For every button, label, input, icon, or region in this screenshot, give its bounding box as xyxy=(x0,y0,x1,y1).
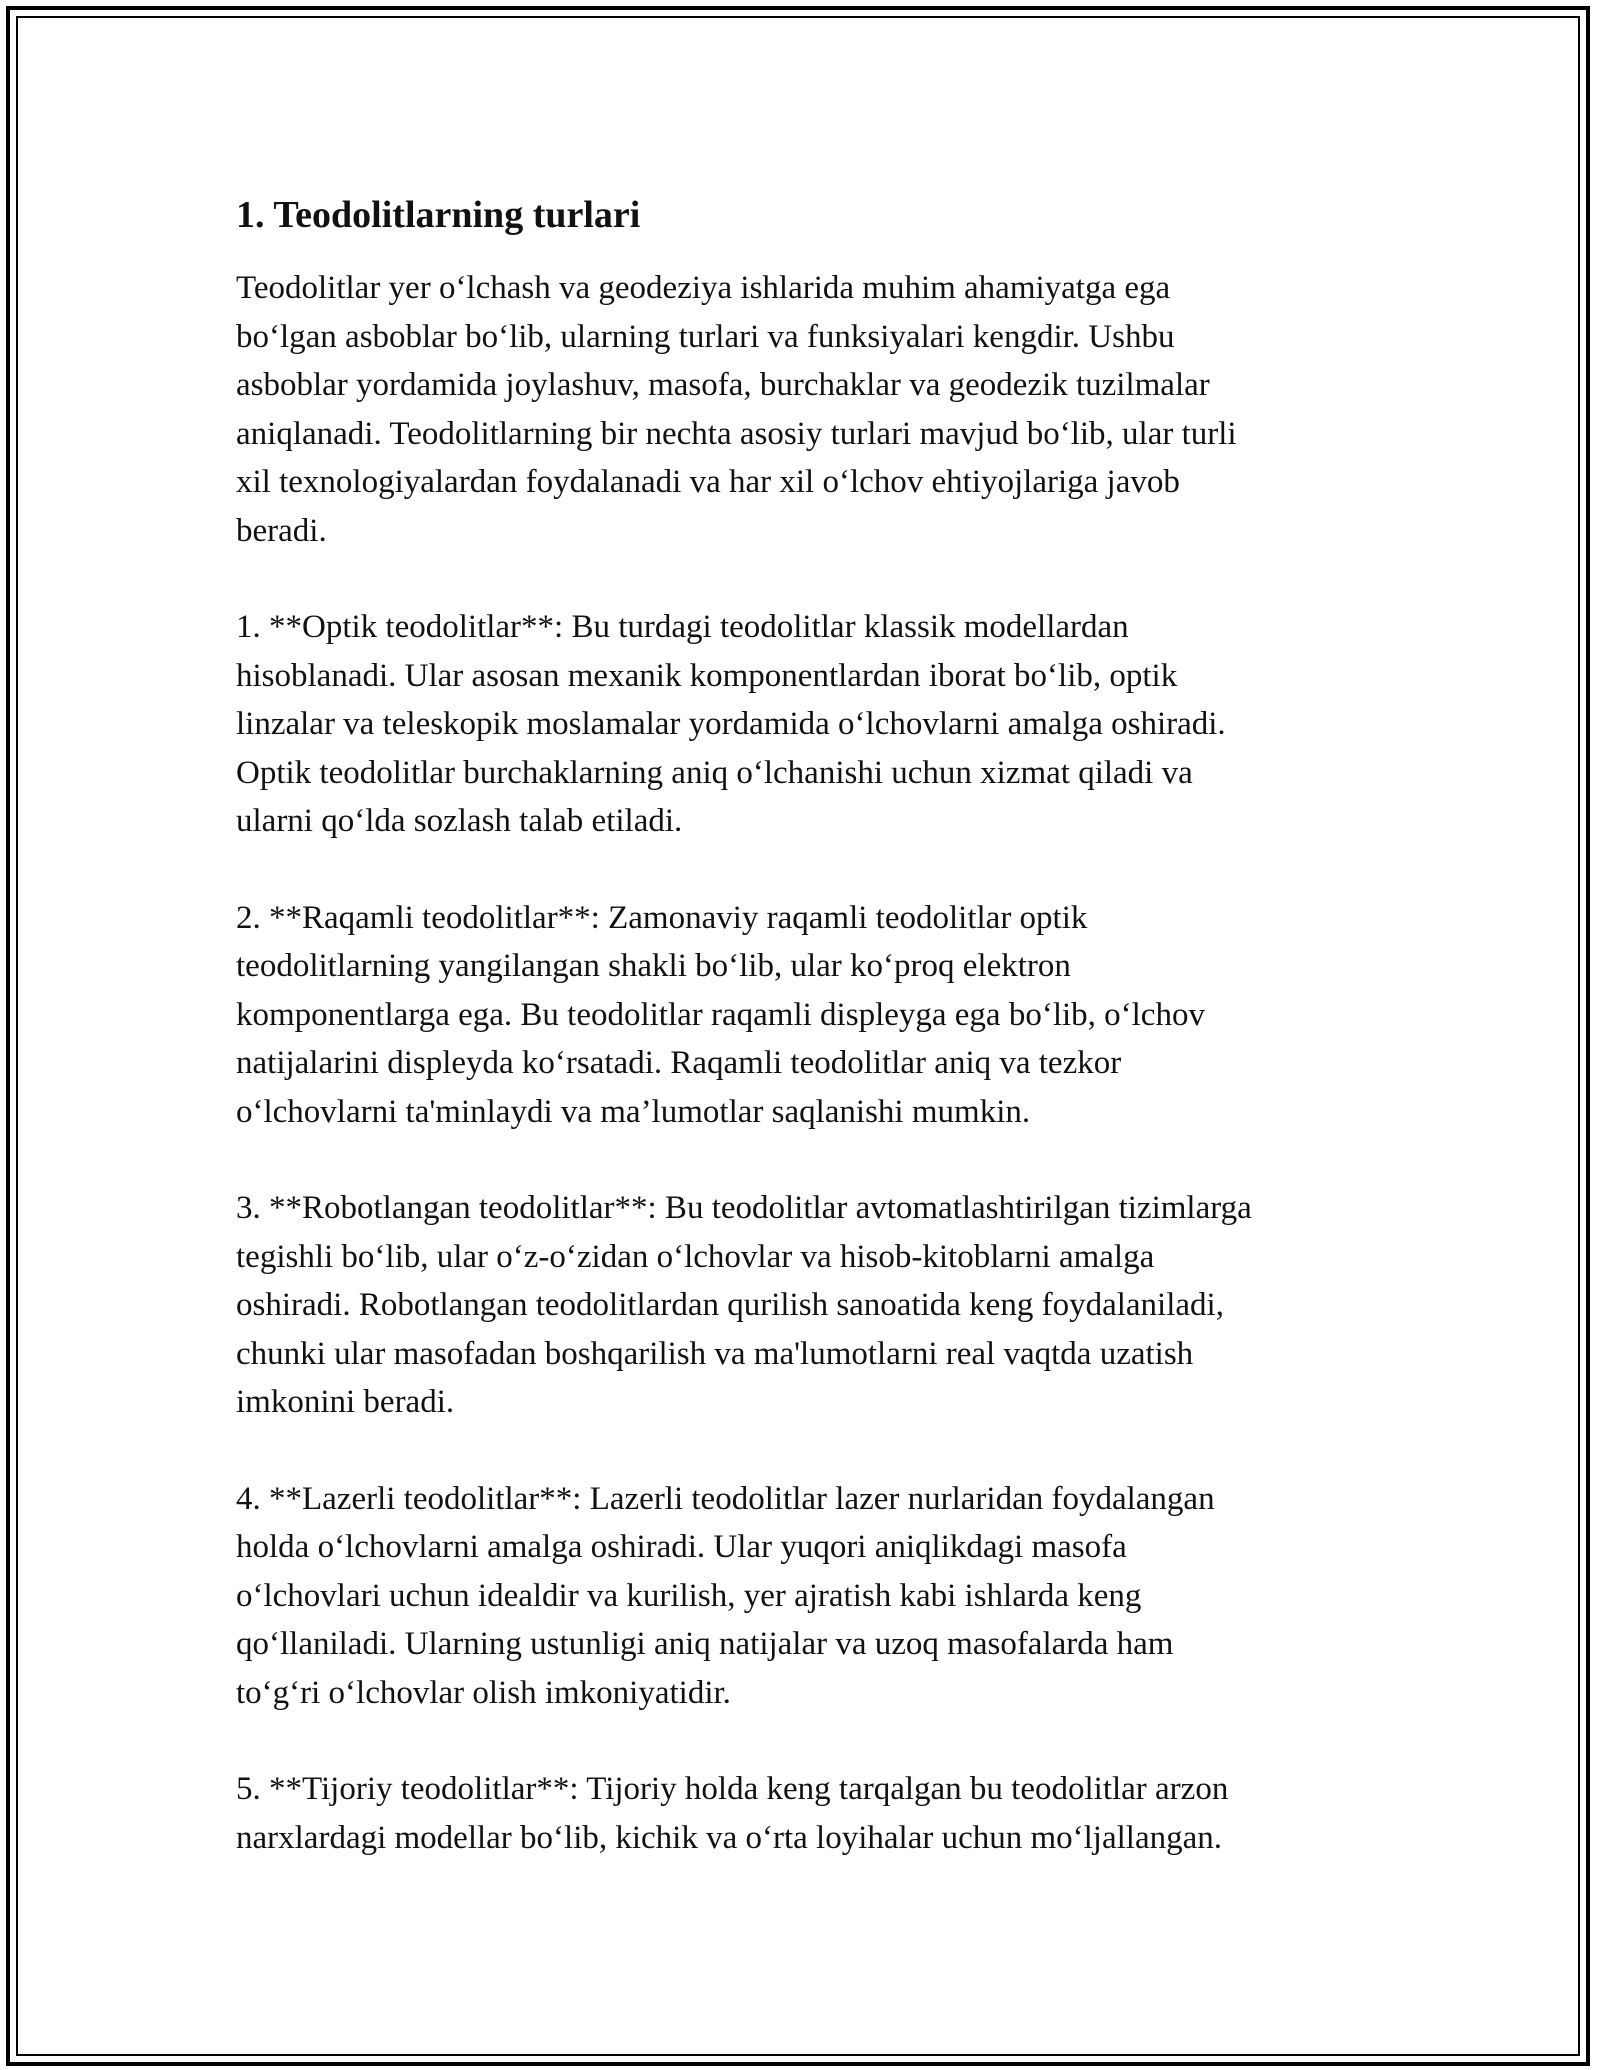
list-item-raqamli: 2. **Raqamli teodolitlar**: Zamonaviy raqamli teodolitlar optik teodolitlarning yangilangan shakli bo‘lib, ular ko‘proq elektron komponentlarga ega. Bu teodolitlar raqamli displeyga ega bo‘lib, o‘lchov natijalarini displeyda ko‘rsatadi. Raqamli teodolitlar aniq va tezkor o‘lchovlarni ta'minlaydi va ma’lumotlar saqlanishi mumkin. xyxy=(236,899,1205,1130)
list-item-robotlangan: 3. **Robotlangan teodolitlar**: Bu teodolitlar avtomatlashtirilgan tizimlarga tegishli bo‘lib, ular o‘z-o‘zidan o‘lchovlar va hisob-kitoblarni amalga oshiradi. Robotlangan teodolitlardan qurilish sanoatida keng foydalaniladi, chunki ular masofadan boshqarilish va ma'lumotlarni real vaqtda uzatish imkonini beradi. xyxy=(236,1190,1252,1420)
section-heading: 1. Teodolitlarning turlari xyxy=(236,194,641,236)
document-body xyxy=(236,186,1386,1910)
list-item-tijoriy: 5. **Tijoriy teodolitlar**: Tijoriy holda keng tarqalgan bu teodolitlar arzon narxlardagi modellar bo‘lib, kichik va o‘rta loyihalar uchun mo‘ljallangan. xyxy=(236,1771,1229,1856)
list-item-lazerli: 4. **Lazerli teodolitlar**: Lazerli teodolitlar lazer nurlaridan foydalangan holda o‘lchovlarni amalga oshiradi. Ular yuqori aniqlikdagi masofa o‘lchovlari uchun idealdir va kurilish, yer ajratish kabi ishlarda keng qo‘llaniladi. Ularning ustunligi aniq natijalar va uzoq masofalarda ham to‘g‘ri o‘lchovlar olish imkoniyatidir. xyxy=(236,1480,1215,1711)
intro-paragraph: Teodolitlar yer o‘lchash va geodeziya ishlarida muhim ahamiyatga ega bo‘lgan asboblar bo‘lib, ularning turlari va funksiyalari kengdir. Ushbu asboblar yordamida joylashuv, masofa, burchaklar va geodezik tuzilmalar aniqlanadi. Teodolitlarning bir nechta asosiy turlari mavjud bo‘lib, ular turli xil texnologiyalardan foydalanadi va har xil o‘lchov ehtiyojlariga javob beradi. xyxy=(236,270,1237,549)
list-item-optik: 1. **Optik teodolitlar**: Bu turdagi teodolitlar klassik modellardan hisoblanadi. Ular asosan mexanik komponentlardan iborat bo‘lib, optik linzalar va teleskopik moslamalar yordamida o‘lchovlarni amalga oshiradi. Optik teodolitlar burchaklarning aniq o‘lchanishi uchun xizmat qiladi va ularni qo‘lda sozlash talab etiladi. xyxy=(236,609,1226,839)
